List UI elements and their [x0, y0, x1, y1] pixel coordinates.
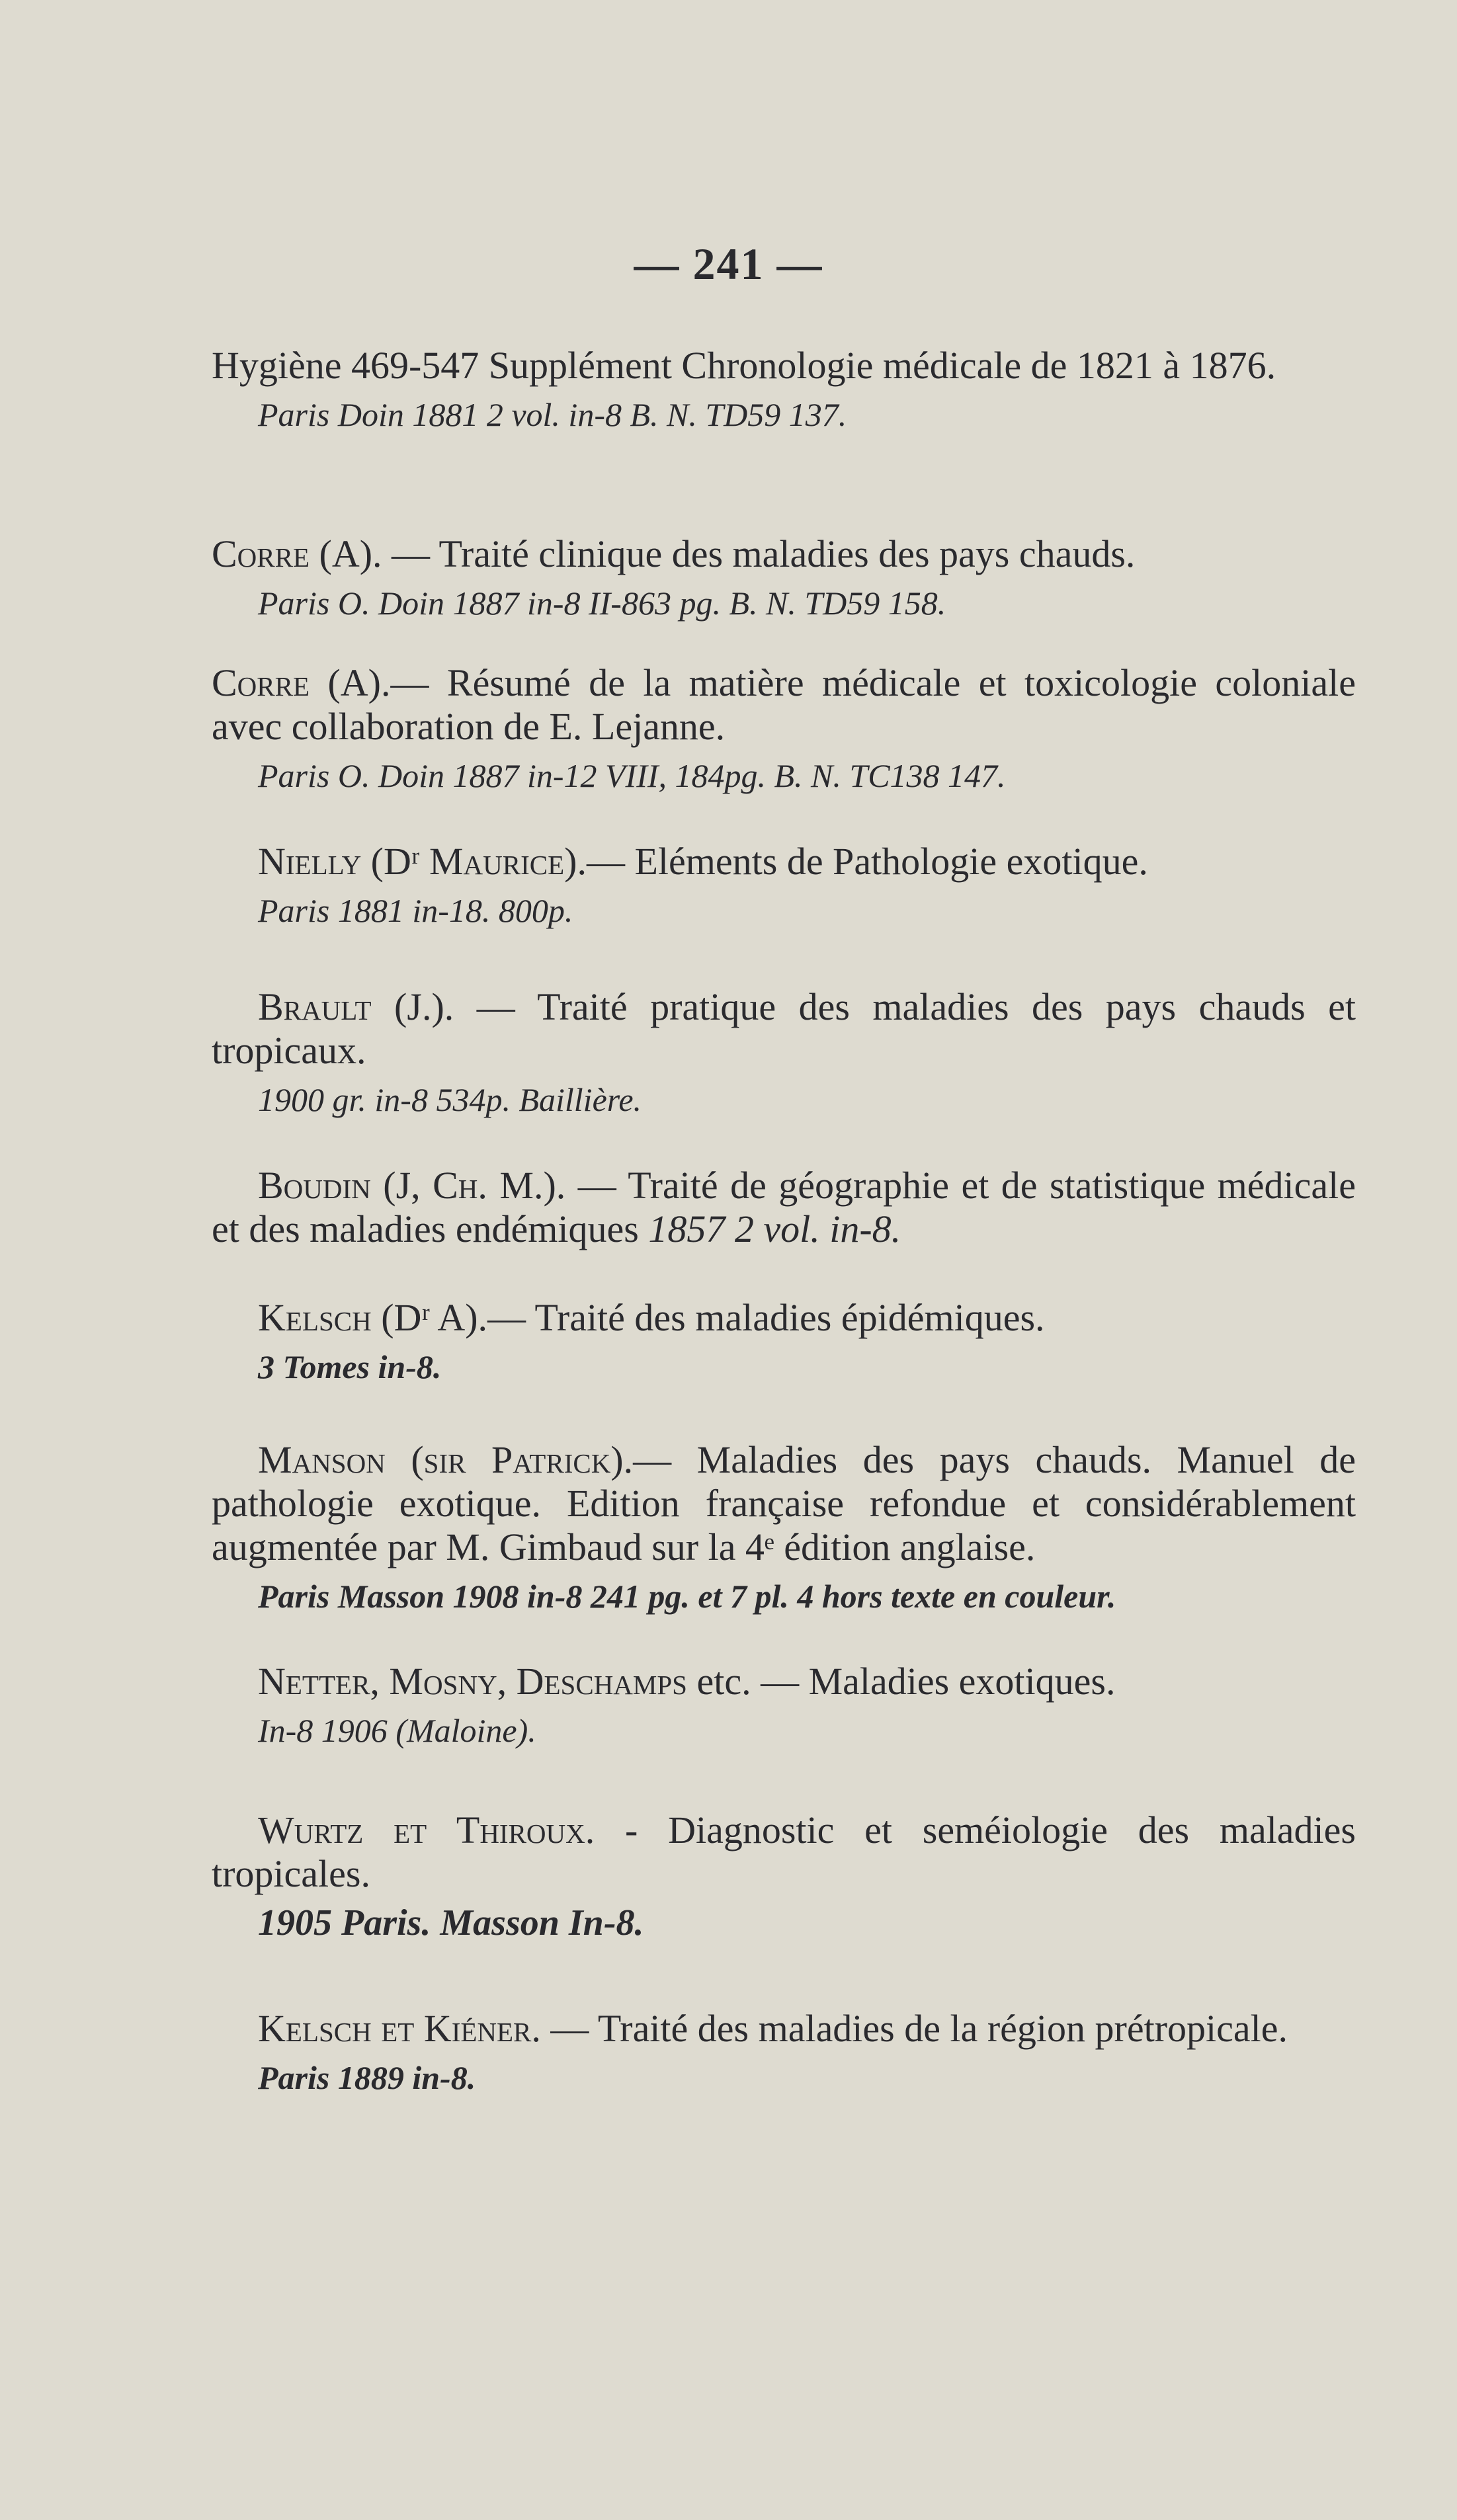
entry-text: — Maladies des pays chauds. Manuel de pathologie exotique. Edition française refondue et considérablement augmentée par M. Gimbaud sur la 4ᵉ édition anglaise.	[212, 1438, 1356, 1568]
entry-text: — Résumé de la matière médicale et toxicologie coloniale avec collaboration de E. Lejanne.	[212, 661, 1356, 748]
bibliography-entry	[212, 1164, 1356, 1251]
entry-author: Wurtz et Thiroux.	[258, 1809, 595, 1851]
bibliography-entry	[212, 1296, 1356, 1386]
bibliography-entry	[212, 344, 1356, 434]
entry-author: Manson (sir Patrick).	[258, 1438, 634, 1481]
bibliography-entry	[212, 840, 1356, 930]
entry-author: Netter, Mosny, Deschamps	[258, 1660, 687, 1703]
entry-imprint: Paris Masson 1908 in-8 241 pg. et 7 pl. 4 hors texte en couleur.	[258, 1578, 1116, 1615]
entry-text: — Traité clinique des maladies des pays chauds.	[382, 532, 1136, 575]
entry-text: etc. — Maladies exotiques.	[687, 1660, 1116, 1703]
entry-imprint: 1900 gr. in-8 534p. Baillière.	[258, 1081, 642, 1118]
entry-imprint: Paris O. Doin 1887 in-8 II-863 pg. B. N. TD59 158.	[258, 585, 946, 622]
entry-text: — Traité de géographie et de statistique médicale et des maladies endémiques	[212, 1164, 1356, 1250]
entry-author: Corre (A).	[212, 532, 382, 575]
bibliography-entry	[212, 532, 1356, 622]
entry-imprint: In-8 1906 (Maloine).	[258, 1712, 536, 1749]
bibliography-entry	[212, 661, 1356, 795]
entry-imprint: 1905 Paris. Masson In-8.	[258, 1902, 644, 1943]
entry-imprint: Paris Doin 1881 2 vol. in-8 B. N. TD59 137.	[258, 396, 847, 433]
entry-imprint: 3 Tomes in-8.	[258, 1348, 442, 1385]
entry-imprint-inline: 1857 2 vol. in-8.	[648, 1207, 901, 1250]
entry-author: Kelsch (Dʳ A).	[258, 1296, 488, 1339]
bibliography-entry	[212, 2007, 1356, 2097]
entry-text: — Traité pratique des maladies des pays chauds et tropicaux.	[212, 985, 1356, 1072]
entry-text: — Traité des maladies de la région prétropicale.	[540, 2007, 1288, 2050]
bibliography-entry	[212, 1660, 1356, 1750]
bibliography-entry	[212, 1438, 1356, 1615]
entry-text: — Traité des maladies épidémiques.	[487, 1296, 1045, 1339]
entry-text: - Diagnostic et seméiologie des maladies tropicales.	[212, 1809, 1356, 1895]
entry-author: Kelsch et Kiéner.	[258, 2007, 541, 2050]
bibliography-entry	[212, 1809, 1356, 1942]
bibliography-entry	[212, 985, 1356, 1119]
entry-imprint: Paris 1881 in-18. 800p.	[258, 892, 573, 929]
entry-author: Brault (J.).	[258, 985, 454, 1028]
entry-imprint: Paris O. Doin 1887 in-12 VIII, 184pg. B. N. TC138 147.	[258, 757, 1006, 794]
entry-author: Boudin (J, Ch. M.).	[258, 1164, 566, 1207]
entry-imprint: Paris 1889 in-8.	[258, 2059, 476, 2096]
entry-author: Nielly (Dʳ Maurice).	[258, 840, 587, 883]
entry-text: — Eléments de Pathologie exotique.	[586, 840, 1148, 883]
entry-author: Corre (A).	[212, 661, 391, 704]
entry-text: Hygiène 469-547 Supplément Chronologie médicale de 1821 à 1876.	[212, 344, 1276, 387]
page-number: — 241 —	[634, 239, 823, 289]
